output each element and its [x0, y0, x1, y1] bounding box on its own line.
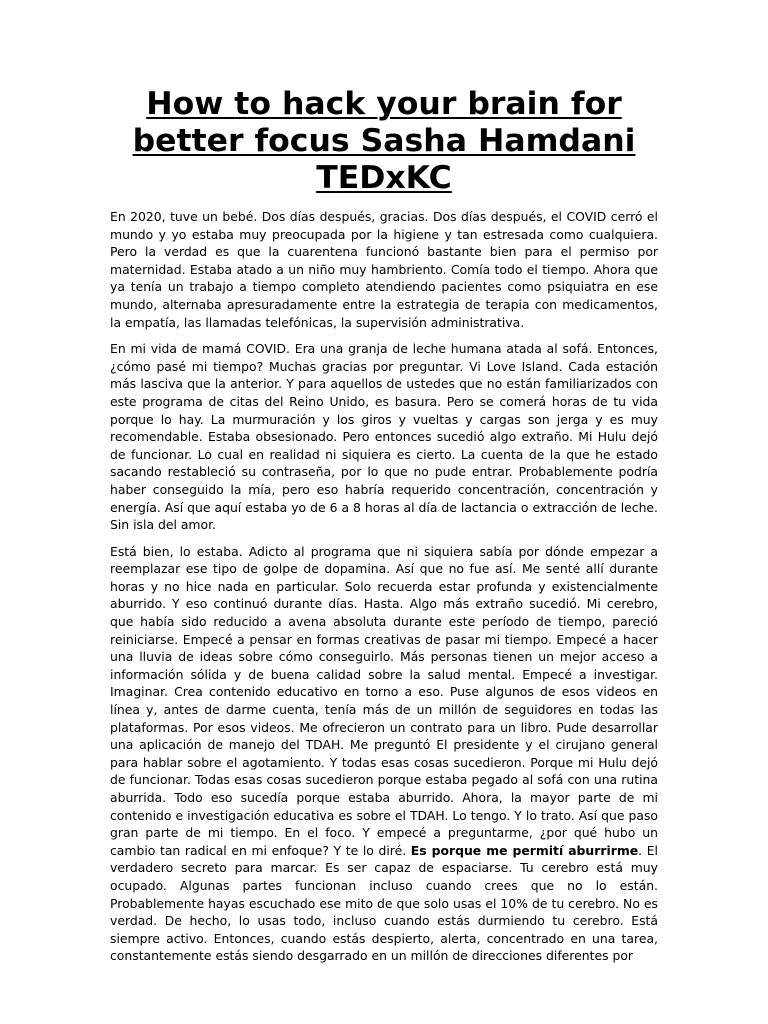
- paragraph-3-tail: . El verdadero secreto para marcar. Es ser capaz de espaciarse. Tu cerebro está muy ocupado. Algunas partes funcionan incluso cuando crees que no lo están. Probablemente hayas escuchado ese mito de que solo usas el 10% de tu cerebro. No es verdad. De hecho, lo usas todo, incluso cuando estás durmiendo tu cerebro. Está siempre activo. Entonces, cuando estás despierto, alerta, concentrado en una tarea, constantemente estás siendo desgarrado en un millón de direcciones diferentes por: [110, 842, 658, 964]
- paragraph-2: En mi vida de mamá COVID. Era una granja de leche humana atada al sofá. Entonces, ¿cómo pasé mi tiempo? Muchas gracias por preguntar. Vi Love Island. Cada estación más lasciva que la anterior. Y para aquellos de ustedes que no están familiarizados con este programa de citas del Reino Unido, es basura. Pero se comerá horas de tu vida porque lo hay. La murmuración y los giros y vueltas y cargas son jerga y es muy recomendable. Estaba obsesionado. Pero entonces sucedió algo extraño. Mi Hulu dejó de funcionar. Lo cual en realidad ni siquiera es cierto. La cuenta de la que he estado sacando restableció su contraseña, por lo que no pude entrar. Probablemente podría haber conseguido la mía, pero eso habría requerido concentración, concentración y energía. Así que aquí estaba yo de 6 a 8 horas al día de lactancia o extracción de leche. Sin isla del amor.: [110, 341, 658, 533]
- paragraph-3-text: Está bien, lo estaba. Adicto al programa que ni siquiera sabía por dónde empezar a reemplazar ese tipo de golpe de dopamina. Así que no fue así. Me senté allí durante horas y no hice nada en particular. Solo recuerda estar profunda y existencialmente aburrido. Y eso continuó durante días. Hasta. Algo más extraño sucedió. Mi cerebro, que había sido reducido a avena absoluta durante este período de tiempo, pareció reiniciarse. Empecé a pensar en formas creativas de pasar mi tiempo. Empecé a hacer una lluvia de ideas sobre cómo conseguirlo. Más personas tienen un mejor acceso a información sólida y de buena calidad sobre la salud mental. Empecé a investigar. Imaginar. Crea contenido educativo en torno a eso. Puse algunos de esos videos en línea y, antes de darme cuenta, tenía más de un millón de seguidores en todas las plataformas. Por esos videos. Me ofrecieron un contrato para un libro. Pude desarrollar una aplicación de manejo del TDAH. Me preguntó El presidente y el cirujano general para hablar sobre el agotamiento. Y todas esas cosas sucedieron. Porque mi Hulu dejó de funcionar. Todas esas cosas sucedieron porque estaba pegado al sofá con una rutina aburrida. Todo eso sucedía porque estaba aburrido. Ahora, la mayor parte de mi contenido e investigación educativa es sobre el TDAH. Lo tengo. Y lo trato. Así que paso gran parte de mi tiempo. En el foco. Y empecé a preguntarme, ¿por qué hubo un cambio tan radical en mi enfoque? Y te lo diré.: [110, 543, 658, 858]
- document-title: How to hack your brain for better focus Sasha Hamdani TEDxKC: [132, 86, 636, 196]
- paragraph-3-bold: Es porque me permití aburrirme: [410, 842, 639, 858]
- paragraph-3: [110, 543, 658, 965]
- paragraph-1: En 2020, tuve un bebé. Dos días después, gracias. Dos días después, el COVID cerró el mundo y yo estaba muy preocupada por la higiene y tan estresada como cualquiera. Pero la verdad es que la cuarentena funcionó bastante bien para el permiso por maternidad. Estaba atado a un niño muy hambriento. Comía todo el tiempo. Ahora que ya tenía un trabajo a tiempo completo atendiendo pacientes como psiquiatra en ese mundo, alternaba apresuradamente entre la estrategia de terapia con medicamentos, la empatía, las llamadas telefónicas, la supervisión administrativa.: [110, 209, 658, 330]
- document-body: [110, 208, 658, 974]
